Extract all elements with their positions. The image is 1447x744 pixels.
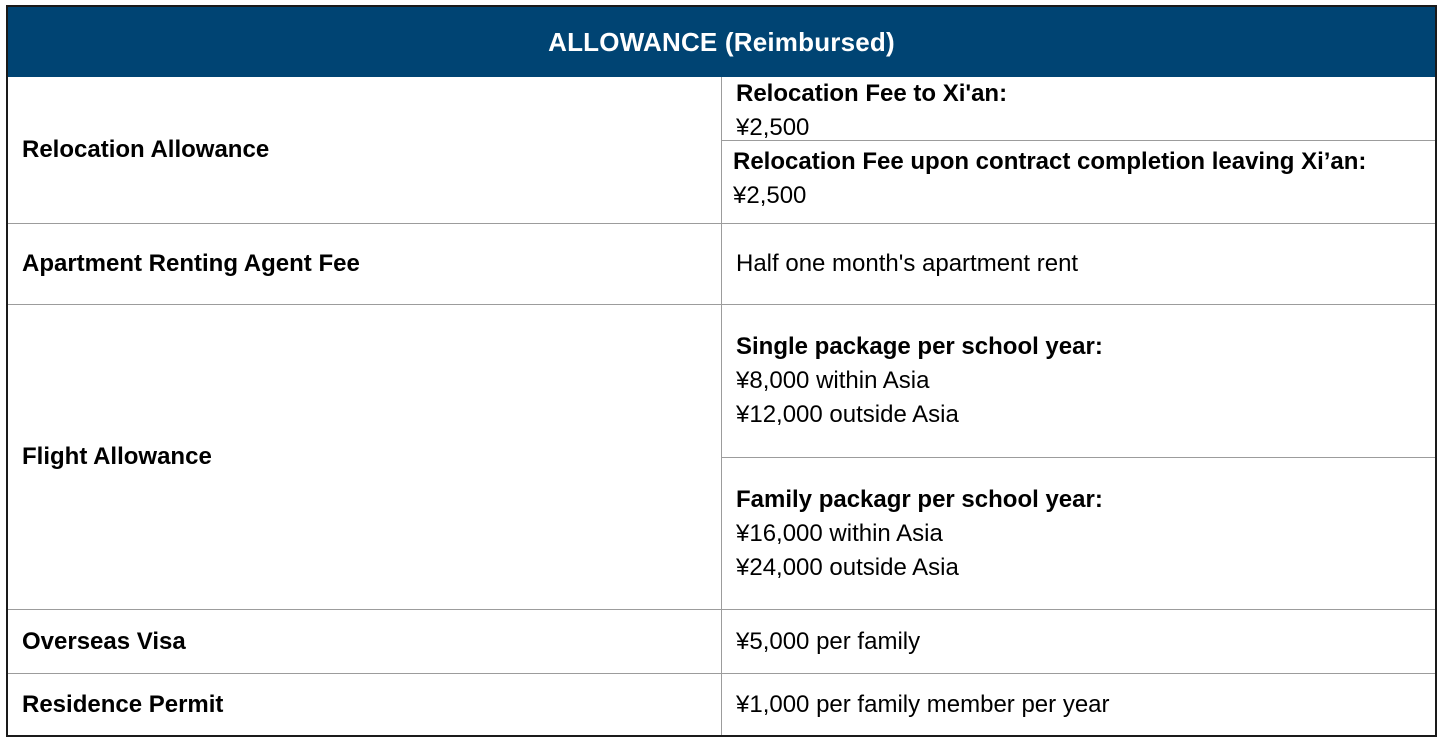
flight-single-title: Single package per school year:: [736, 333, 1103, 360]
agent-fee-label: Apartment Renting Agent Fee: [22, 250, 360, 277]
visa-cell: [722, 610, 1435, 673]
flight-family-asia: ¥16,000 within Asia: [736, 519, 943, 547]
visa-label: Overseas Visa: [22, 627, 186, 655]
relocation-leaving-title: Relocation Fee upon contract completion leaving Xi’an:: [733, 148, 1367, 175]
residence-cell: [722, 674, 1435, 735]
flight-single-asia: ¥8,000 within Asia: [736, 367, 930, 394]
relocation-leaving-cell: [722, 140, 1435, 223]
flight-family-outside: ¥24,000 outside Asia: [736, 553, 959, 581]
residence-label: Residence Permit: [22, 690, 224, 718]
flight-single-outside: ¥12,000 outside Asia: [736, 401, 959, 428]
agent-fee-cell: [722, 224, 1435, 304]
allowance-table: [6, 5, 1437, 737]
table-header: ALLOWANCE (Reimbursed): [8, 7, 1435, 77]
relocation-to-cell: [722, 77, 1435, 140]
visa-value: ¥5,000 per family: [736, 627, 921, 655]
residence-value: ¥1,000 per family member per year: [736, 690, 1110, 718]
flight-family-title: Family packagr per school year:: [736, 485, 1103, 513]
flight-family-cell: [722, 457, 1435, 609]
relocation-to-title: Relocation Fee to Xi'an:: [736, 80, 1008, 107]
relocation-leaving-amount: ¥2,500: [733, 182, 807, 209]
agent-fee-value: Half one month's apartment rent: [736, 250, 1079, 277]
relocation-to-amount: ¥2,500: [736, 114, 810, 141]
flight-single-cell: [722, 305, 1435, 457]
flight-label: Flight Allowance: [22, 443, 212, 470]
relocation-label: Relocation Allowance: [22, 136, 270, 163]
